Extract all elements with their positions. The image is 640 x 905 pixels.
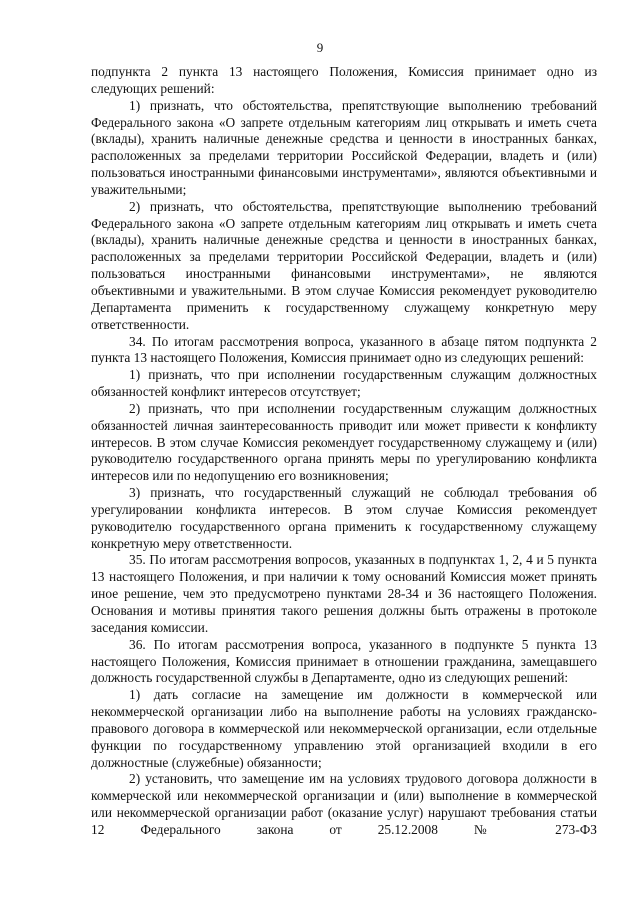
paragraph: подпункта 2 пункта 13 настоящего Положения, Комиссия принимает одно из следующих решений: — [91, 64, 597, 96]
paragraph: 36. По итогам рассмотрения вопроса, указанного в подпункте 5 пункта 13 настоящего Положения, Комиссия принимает в отношении гражданина, замещавшего должность государственной службы в Департаменте, одно из следующих решений: — [91, 636, 597, 686]
document-body — [91, 64, 597, 839]
paragraph: 3) признать, что государственный служащий не соблюдал требования об урегулировании конфликта интересов. В этом случае Комиссия рекомендует руководителю государственного органа применить к государственному служащему конкретную меру ответственности. — [91, 485, 597, 551]
paragraph: 1) признать, что при исполнении государственным служащим должностных обязанностей конфликт интересов отсутствует; — [91, 367, 597, 400]
paragraph: 2) признать, что обстоятельства, препятствующие выполнению требований Федерального закона «О запрете отдельным категориям лиц открывать и иметь счета (вклады), хранить наличные денежные средства и ценности в иностранных банках, расположенных за пределами территории Российской Федерации, владеть и (или) пользоваться иностранными финансовыми инструментами», не являются объективными и уважительными. В этом случае Комиссия рекомендует руководителю Департамента применить к государственному служащему конкретную меру ответственности. — [91, 198, 597, 332]
paragraph: 1) дать согласие на замещение им должности в коммерческой или некоммерческой организации либо на выполнение работы на условиях гражданско-правового договора в коммерческой или некоммерческой организации, если отдельные функции по государственному управлению этой организацией входили в его должностные (служебные) обязанности; — [91, 687, 597, 770]
paragraph: 35. По итогам рассмотрения вопросов, указанных в подпунктах 1, 2, 4 и 5 пункта 13 настоящего Положения, и при наличии к тому оснований Комиссия может принять иное решение, чем это предусмотрено пунктами 28-34 и 36 настоящего Положения. Основания и мотивы принятия такого решения должны быть отражены в протоколе заседания комиссии. — [91, 552, 597, 635]
paragraph: 1) признать, что обстоятельства, препятствующие выполнению требований Федерального закона «О запрете отдельным категориям лиц открывать и иметь счета (вклады), хранить наличные денежные средства и ценности в иностранных банках, расположенных за пределами территории Российской Федерации, владеть и (или) пользоваться иностранными финансовыми инструментами», являются объективными и уважительными; — [91, 97, 597, 197]
paragraph: 34. По итогам рассмотрения вопроса, указанного в абзаце пятом подпункта 2 пункта 13 настоящего Положения, Комиссия принимает одно из следующих решений: — [91, 333, 597, 366]
page-number: 9 — [316, 40, 324, 55]
paragraph: 2) установить, что замещение им на условиях трудового договора должности в коммерческой или некоммерческой организации и (или) выполнение в коммерческой или некоммерческой организации работ (оказание услуг) нарушают требования статьи 12 Федерального закона от 25.12.2008 № 273-ФЗ — [91, 771, 597, 837]
paragraph: 2) признать, что при исполнении государственным служащим должностных обязанностей личная заинтересованность приводит или может привести к конфликту интересов. В этом случае Комиссия рекомендует государственному служащему и (или) руководителю государственного органа принять меры по урегулированию конфликта интересов или по недопущению его возникновения; — [91, 400, 597, 484]
